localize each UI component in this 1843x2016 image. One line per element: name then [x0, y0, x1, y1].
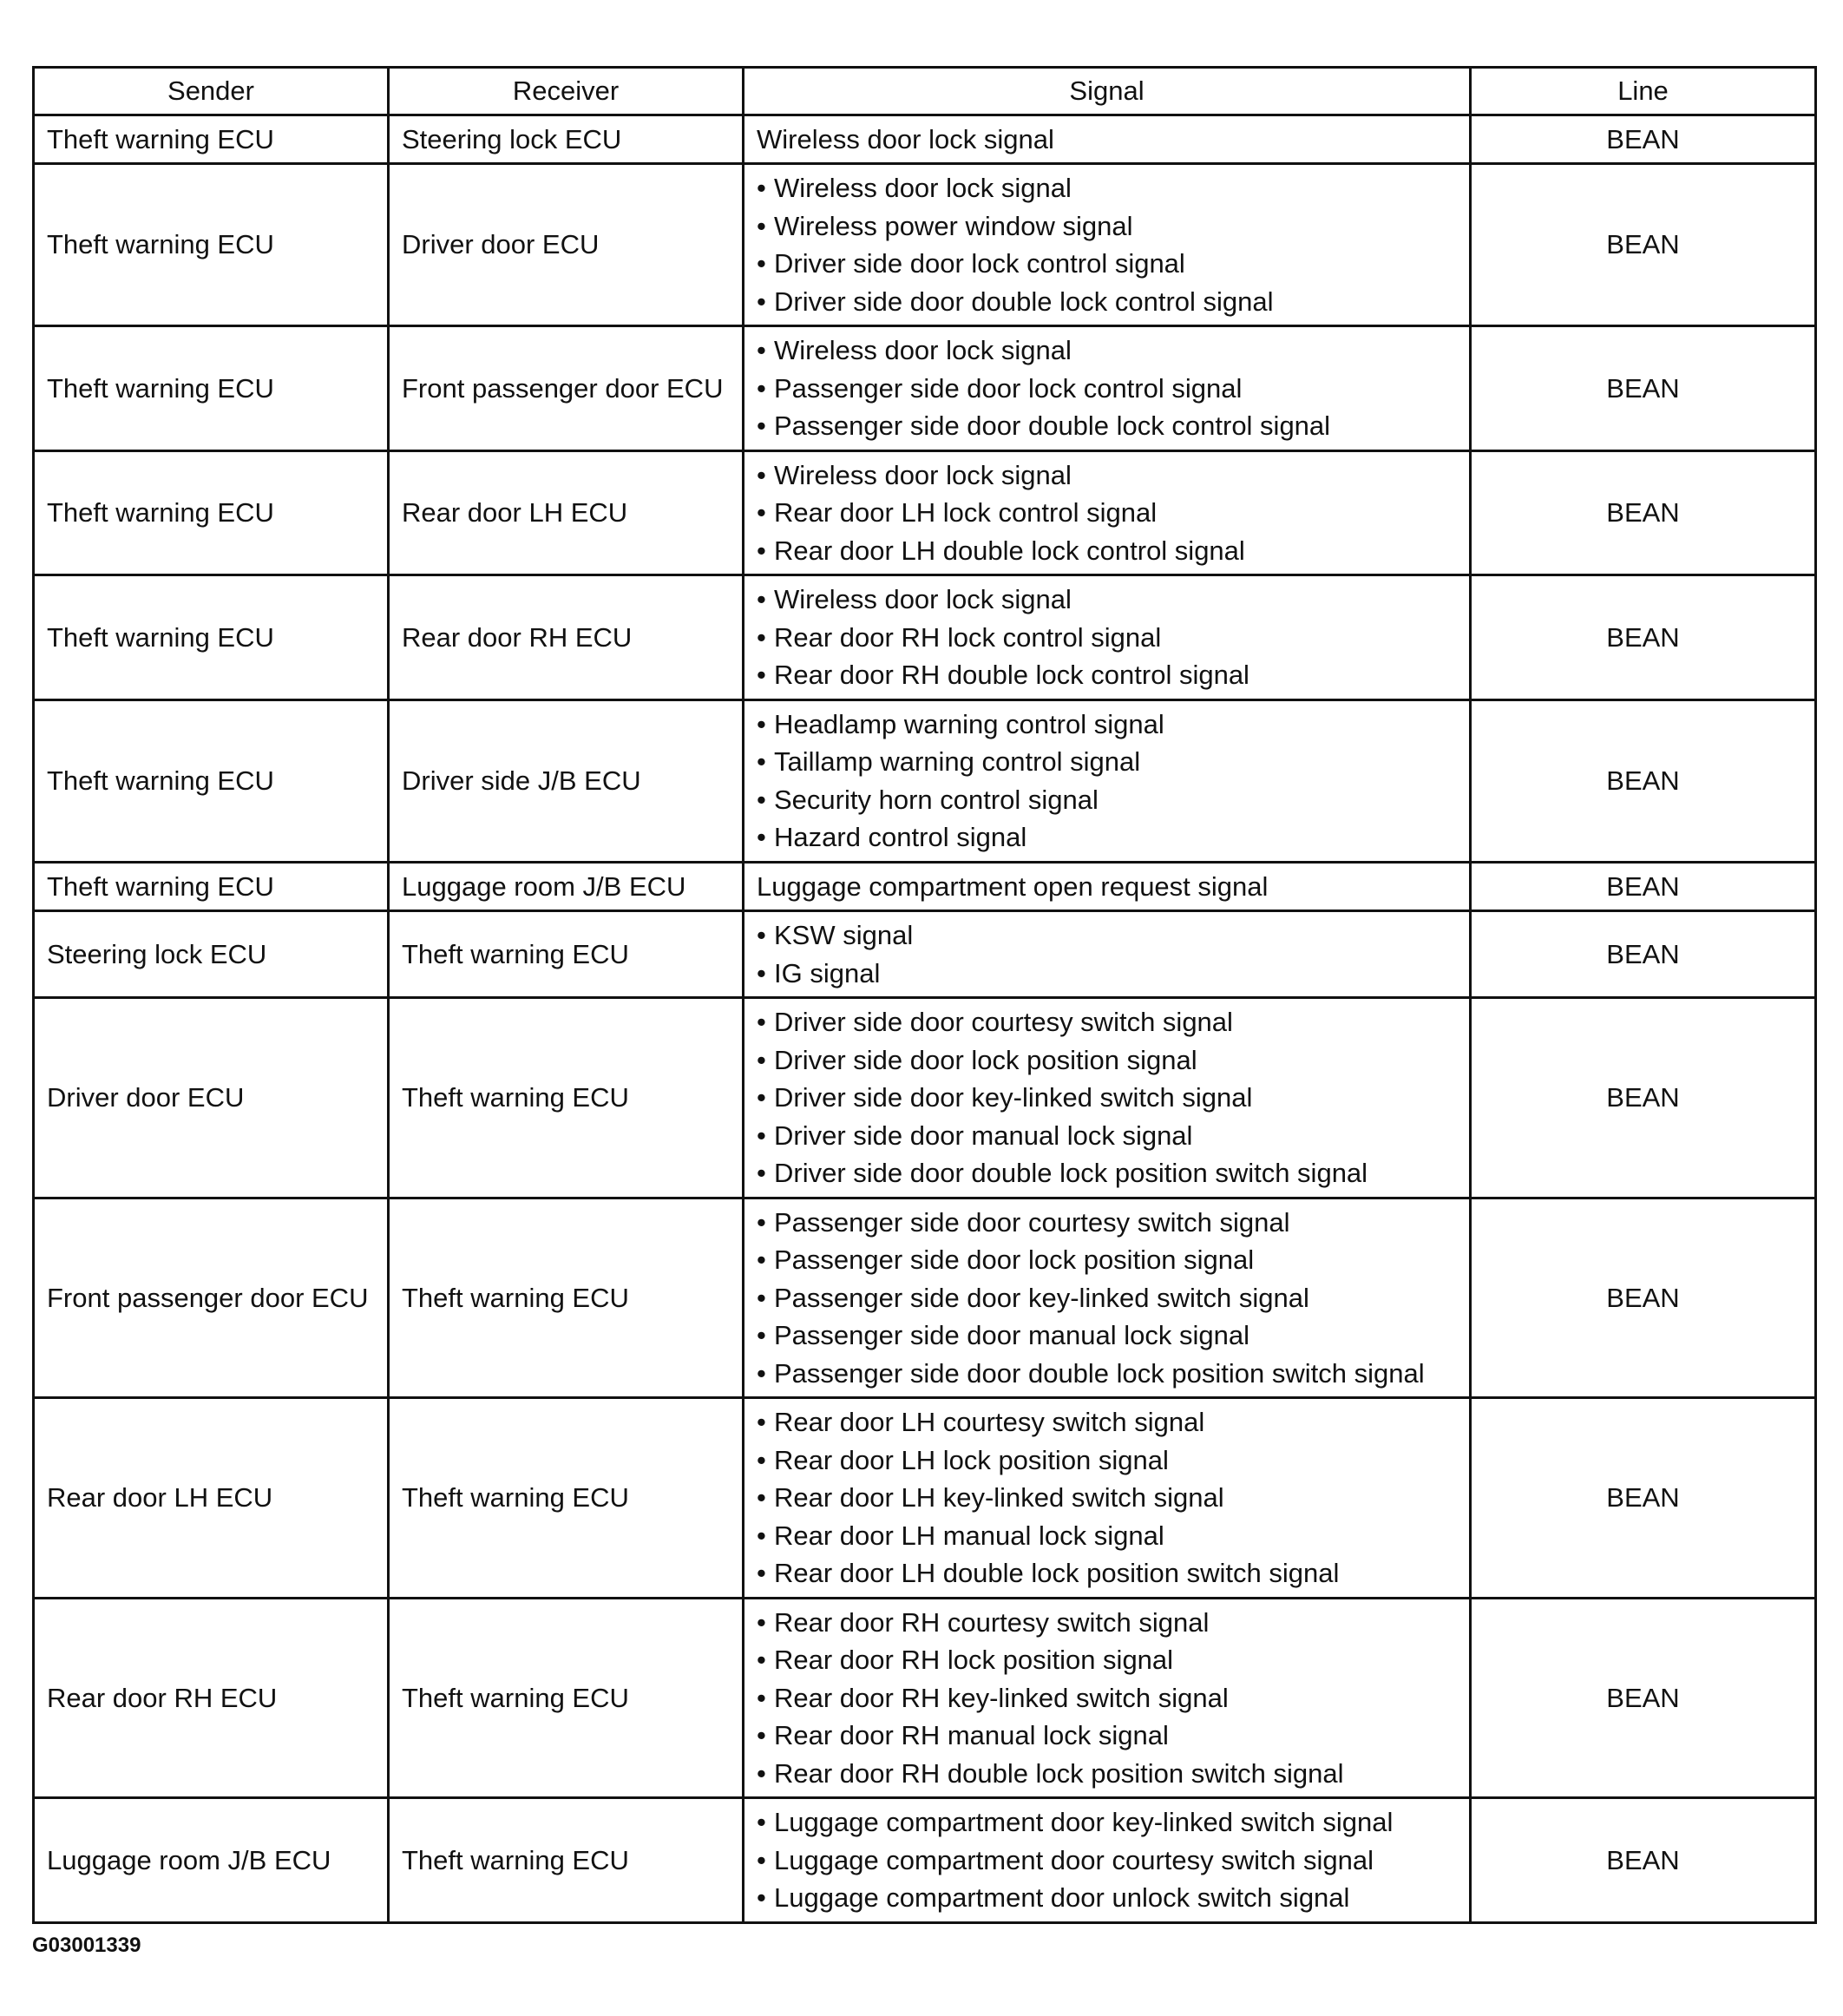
- table-row: [34, 699, 1816, 862]
- signal-cell: Wireless door lock signal: [744, 115, 1471, 164]
- signal-list-item: • Driver side door double lock position switch signal: [757, 1154, 1457, 1192]
- receiver-cell: Theft warning ECU: [389, 911, 744, 998]
- sender-cell: Luggage room J/B ECU: [34, 1798, 389, 1923]
- signal-list-item: • Passenger side door double lock control signal: [757, 407, 1457, 445]
- signal-cell: [744, 164, 1471, 326]
- signal-cell: [744, 1398, 1471, 1599]
- sender-cell: Theft warning ECU: [34, 326, 389, 451]
- signal-list-item: • Rear door LH manual lock signal: [757, 1517, 1457, 1555]
- line-cell: BEAN: [1471, 998, 1816, 1198]
- signal-list-item: • Rear door RH double lock position switch signal: [757, 1755, 1457, 1793]
- line-cell: BEAN: [1471, 1198, 1816, 1398]
- signal-cell: Luggage compartment open request signal: [744, 862, 1471, 911]
- signal-list: [757, 1403, 1457, 1592]
- signal-list-item: • Rear door LH double lock control signal: [757, 532, 1457, 570]
- signal-cell: [744, 326, 1471, 451]
- table-row: [34, 998, 1816, 1198]
- signal-list-item: • Rear door RH lock position signal: [757, 1641, 1457, 1679]
- receiver-cell: Theft warning ECU: [389, 1598, 744, 1798]
- signal-cell: [744, 911, 1471, 998]
- signal-list-item: • Security horn control signal: [757, 781, 1457, 819]
- sender-cell: Rear door RH ECU: [34, 1598, 389, 1798]
- signal-list-item: • Driver side door double lock control signal: [757, 283, 1457, 321]
- line-cell: BEAN: [1471, 115, 1816, 164]
- signal-cell: [744, 450, 1471, 575]
- sender-cell: Theft warning ECU: [34, 115, 389, 164]
- signal-list-item: • Passenger side door lock control signal: [757, 370, 1457, 408]
- signal-list: [757, 456, 1457, 570]
- signal-communication-table-container: [32, 66, 1814, 1924]
- sender-cell: Theft warning ECU: [34, 450, 389, 575]
- signal-list-item: • Driver side door lock control signal: [757, 245, 1457, 283]
- table-row: [34, 1798, 1816, 1923]
- signal-list-item: • Headlamp warning control signal: [757, 706, 1457, 744]
- sender-cell: Theft warning ECU: [34, 699, 389, 862]
- header-line: Line: [1471, 68, 1816, 115]
- table-row: [34, 1598, 1816, 1798]
- signal-list-item: • Rear door LH key-linked switch signal: [757, 1479, 1457, 1517]
- signal-list-item: • Rear door RH courtesy switch signal: [757, 1604, 1457, 1642]
- signal-list-item: • Wireless door lock signal: [757, 169, 1457, 207]
- receiver-cell: Theft warning ECU: [389, 1398, 744, 1599]
- receiver-cell: Rear door LH ECU: [389, 450, 744, 575]
- signal-list: [757, 1803, 1457, 1917]
- signal-list-item: • Rear door LH courtesy switch signal: [757, 1403, 1457, 1441]
- receiver-cell: Rear door RH ECU: [389, 575, 744, 700]
- table-row: [34, 1398, 1816, 1599]
- signal-list-item: • Driver side door manual lock signal: [757, 1117, 1457, 1155]
- signal-list-item: • Hazard control signal: [757, 818, 1457, 857]
- receiver-cell: Driver side J/B ECU: [389, 699, 744, 862]
- receiver-cell: Steering lock ECU: [389, 115, 744, 164]
- signal-list: [757, 1003, 1457, 1192]
- figure-code: G03001339: [32, 1934, 141, 1957]
- signal-list-item: • Driver side door courtesy switch signal: [757, 1003, 1457, 1041]
- signal-list-item: • Rear door LH double lock position switch signal: [757, 1554, 1457, 1592]
- sender-cell: Theft warning ECU: [34, 575, 389, 700]
- signal-communication-table: [32, 66, 1817, 1924]
- signal-list-item: • Taillamp warning control signal: [757, 743, 1457, 781]
- sender-cell: Steering lock ECU: [34, 911, 389, 998]
- signal-list-item: • Passenger side door lock position signal: [757, 1241, 1457, 1279]
- signal-list-item: • Wireless door lock signal: [757, 332, 1457, 370]
- signal-list: [757, 916, 1457, 992]
- line-cell: BEAN: [1471, 699, 1816, 862]
- signal-list-item: • Rear door RH double lock control signal: [757, 656, 1457, 694]
- signal-list-item: • Wireless door lock signal: [757, 581, 1457, 619]
- table-row: [34, 575, 1816, 700]
- signal-list: [757, 332, 1457, 445]
- line-cell: BEAN: [1471, 911, 1816, 998]
- line-cell: BEAN: [1471, 1398, 1816, 1599]
- table-body: [34, 115, 1816, 1922]
- table-row: [34, 911, 1816, 998]
- signal-list-item: • Rear door RH key-linked switch signal: [757, 1679, 1457, 1717]
- signal-list: [757, 706, 1457, 857]
- line-cell: BEAN: [1471, 862, 1816, 911]
- sender-cell: Theft warning ECU: [34, 164, 389, 326]
- signal-list-item: • Rear door RH manual lock signal: [757, 1717, 1457, 1755]
- signal-cell: [744, 1598, 1471, 1798]
- signal-cell: [744, 1198, 1471, 1398]
- signal-list-item: • Driver side door lock position signal: [757, 1041, 1457, 1080]
- header-signal: Signal: [744, 68, 1471, 115]
- signal-list-item: • Rear door LH lock control signal: [757, 494, 1457, 532]
- table-row: [34, 1198, 1816, 1398]
- sender-cell: Driver door ECU: [34, 998, 389, 1198]
- signal-list-item: • KSW signal: [757, 916, 1457, 955]
- line-cell: BEAN: [1471, 326, 1816, 451]
- signal-cell: [744, 998, 1471, 1198]
- sender-cell: Front passenger door ECU: [34, 1198, 389, 1398]
- signal-list-item: • Wireless door lock signal: [757, 456, 1457, 495]
- signal-list-item: • Rear door RH lock control signal: [757, 619, 1457, 657]
- signal-list-item: • Luggage compartment door key-linked switch signal: [757, 1803, 1457, 1842]
- table-row: [34, 164, 1816, 326]
- receiver-cell: Front passenger door ECU: [389, 326, 744, 451]
- line-cell: BEAN: [1471, 1798, 1816, 1923]
- signal-list-item: • Passenger side door courtesy switch signal: [757, 1204, 1457, 1242]
- sender-cell: Rear door LH ECU: [34, 1398, 389, 1599]
- signal-cell: [744, 575, 1471, 700]
- table-row: [34, 862, 1816, 911]
- signal-list-item: • Rear door LH lock position signal: [757, 1441, 1457, 1480]
- table-header-row: [34, 68, 1816, 115]
- signal-list: [757, 1604, 1457, 1793]
- receiver-cell: Luggage room J/B ECU: [389, 862, 744, 911]
- signal-list-item: • Passenger side door key-linked switch signal: [757, 1279, 1457, 1317]
- signal-list-item: • Driver side door key-linked switch signal: [757, 1079, 1457, 1117]
- signal-list-item: • Luggage compartment door unlock switch signal: [757, 1879, 1457, 1917]
- line-cell: BEAN: [1471, 450, 1816, 575]
- receiver-cell: Theft warning ECU: [389, 998, 744, 1198]
- signal-cell: [744, 1798, 1471, 1923]
- sender-cell: Theft warning ECU: [34, 862, 389, 911]
- line-cell: BEAN: [1471, 575, 1816, 700]
- signal-list-item: • Passenger side door double lock position switch signal: [757, 1355, 1457, 1393]
- receiver-cell: Driver door ECU: [389, 164, 744, 326]
- signal-cell: [744, 699, 1471, 862]
- table-row: [34, 450, 1816, 575]
- receiver-cell: Theft warning ECU: [389, 1198, 744, 1398]
- receiver-cell: Theft warning ECU: [389, 1798, 744, 1923]
- table-row: [34, 326, 1816, 451]
- signal-list-item: • Luggage compartment door courtesy switch signal: [757, 1842, 1457, 1880]
- signal-list: [757, 581, 1457, 694]
- signal-list-item: • Wireless power window signal: [757, 207, 1457, 246]
- line-cell: BEAN: [1471, 164, 1816, 326]
- table-row: [34, 115, 1816, 164]
- header-receiver: Receiver: [389, 68, 744, 115]
- line-cell: BEAN: [1471, 1598, 1816, 1798]
- signal-list: [757, 1204, 1457, 1393]
- header-sender: Sender: [34, 68, 389, 115]
- signal-list-item: • IG signal: [757, 955, 1457, 993]
- signal-list-item: • Passenger side door manual lock signal: [757, 1317, 1457, 1355]
- signal-list: [757, 169, 1457, 320]
